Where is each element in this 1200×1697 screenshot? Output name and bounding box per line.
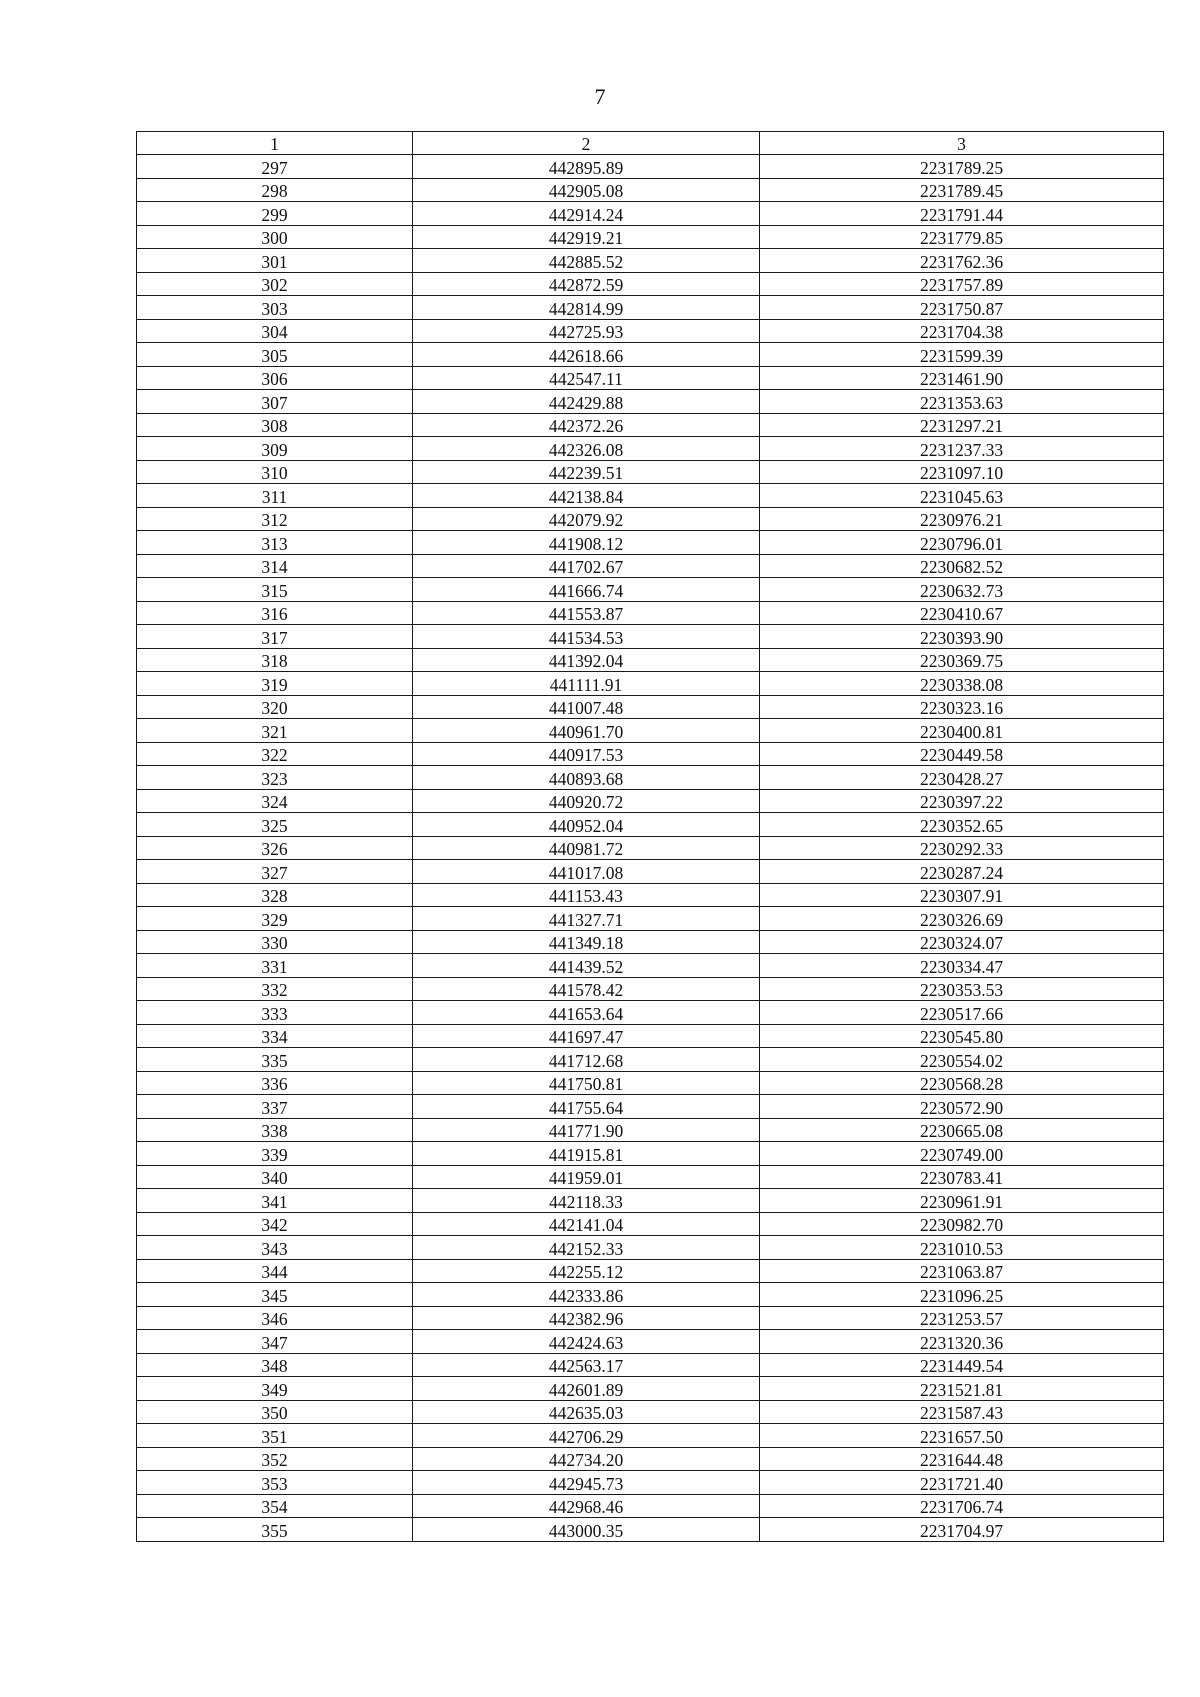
coordinate-y-cell: 2230353.53 (760, 977, 1164, 1001)
coordinate-y-cell: 2231521.81 (760, 1377, 1164, 1401)
coordinate-y-cell: 2231587.43 (760, 1400, 1164, 1424)
coordinate-x-cell: 442914.24 (413, 202, 760, 226)
point-number-cell: 320 (137, 695, 413, 719)
table-row (137, 789, 1164, 813)
coordinate-y-cell: 2231353.63 (760, 390, 1164, 414)
coordinate-x-cell: 442239.51 (413, 460, 760, 484)
coordinate-x-cell: 442138.84 (413, 484, 760, 508)
coordinate-x-cell: 441007.48 (413, 695, 760, 719)
coordinate-y-cell: 2230400.81 (760, 719, 1164, 743)
table-row (137, 907, 1164, 931)
coordinate-y-cell: 2230976.21 (760, 507, 1164, 531)
coordinate-x-cell: 442601.89 (413, 1377, 760, 1401)
point-number-cell: 298 (137, 178, 413, 202)
table-row (137, 390, 1164, 414)
coordinate-x-cell: 442635.03 (413, 1400, 760, 1424)
point-number-cell: 344 (137, 1259, 413, 1283)
coordinate-y-cell: 2231045.63 (760, 484, 1164, 508)
coordinate-y-cell: 2231757.89 (760, 272, 1164, 296)
table-body (137, 155, 1164, 1542)
coordinate-x-cell: 442079.92 (413, 507, 760, 531)
coordinate-x-cell: 440920.72 (413, 789, 760, 813)
table-row (137, 1330, 1164, 1354)
coordinate-y-cell: 2230572.90 (760, 1095, 1164, 1119)
table-row (137, 225, 1164, 249)
point-number-cell: 316 (137, 601, 413, 625)
table-row (137, 319, 1164, 343)
table-row (137, 1353, 1164, 1377)
coordinate-x-cell: 441439.52 (413, 954, 760, 978)
column-header-3: 3 (760, 132, 1164, 155)
point-number-cell: 346 (137, 1306, 413, 1330)
coordinate-x-cell: 442429.88 (413, 390, 760, 414)
coordinate-y-cell: 2230749.00 (760, 1142, 1164, 1166)
coordinate-x-cell: 442618.66 (413, 343, 760, 367)
table-row (137, 695, 1164, 719)
coordinate-y-cell: 2230682.52 (760, 554, 1164, 578)
table-row (137, 1142, 1164, 1166)
coordinate-x-cell: 441771.90 (413, 1118, 760, 1142)
point-number-cell: 342 (137, 1212, 413, 1236)
coordinate-x-cell: 442725.93 (413, 319, 760, 343)
point-number-cell: 343 (137, 1236, 413, 1260)
coordinate-y-cell: 2231762.36 (760, 249, 1164, 273)
coordinate-y-cell: 2231791.44 (760, 202, 1164, 226)
table-row (137, 1471, 1164, 1495)
point-number-cell: 339 (137, 1142, 413, 1166)
coordinate-y-cell: 2230961.91 (760, 1189, 1164, 1213)
coordinate-x-cell: 442141.04 (413, 1212, 760, 1236)
coordinate-y-cell: 2231237.33 (760, 437, 1164, 461)
coordinate-x-cell: 442326.08 (413, 437, 760, 461)
point-number-cell: 335 (137, 1048, 413, 1072)
coordinate-x-cell: 441111.91 (413, 672, 760, 696)
table-row (137, 484, 1164, 508)
point-number-cell: 313 (137, 531, 413, 555)
table-row (137, 1071, 1164, 1095)
coordinate-y-cell: 2230352.65 (760, 813, 1164, 837)
point-number-cell: 308 (137, 413, 413, 437)
table-row (137, 601, 1164, 625)
coordinate-x-cell: 442885.52 (413, 249, 760, 273)
coordinate-y-cell: 2230428.27 (760, 766, 1164, 790)
table-row (137, 460, 1164, 484)
coordinate-x-cell: 442734.20 (413, 1447, 760, 1471)
coordinate-y-cell: 2231721.40 (760, 1471, 1164, 1495)
table-row (137, 1118, 1164, 1142)
coordinate-x-cell: 440981.72 (413, 836, 760, 860)
coordinate-x-cell: 441017.08 (413, 860, 760, 884)
coordinate-x-cell: 440952.04 (413, 813, 760, 837)
table-row (137, 1259, 1164, 1283)
coordinate-y-cell: 2230393.90 (760, 625, 1164, 649)
coordinate-y-cell: 2231704.97 (760, 1518, 1164, 1542)
table-row (137, 1447, 1164, 1471)
coordinate-x-cell: 442152.33 (413, 1236, 760, 1260)
coordinate-y-cell: 2230783.41 (760, 1165, 1164, 1189)
table-row (137, 272, 1164, 296)
table-row (137, 742, 1164, 766)
coordinate-y-cell: 2231657.50 (760, 1424, 1164, 1448)
coordinate-y-cell: 2230334.47 (760, 954, 1164, 978)
coordinate-y-cell: 2231010.53 (760, 1236, 1164, 1260)
coordinate-x-cell: 441153.43 (413, 883, 760, 907)
table-row (137, 155, 1164, 179)
coordinate-y-cell: 2230982.70 (760, 1212, 1164, 1236)
coordinate-y-cell: 2230410.67 (760, 601, 1164, 625)
point-number-cell: 338 (137, 1118, 413, 1142)
point-number-cell: 350 (137, 1400, 413, 1424)
coordinate-x-cell: 441712.68 (413, 1048, 760, 1072)
point-number-cell: 322 (137, 742, 413, 766)
coordinate-x-cell: 441702.67 (413, 554, 760, 578)
table-row (137, 296, 1164, 320)
coordinate-x-cell: 441666.74 (413, 578, 760, 602)
point-number-cell: 310 (137, 460, 413, 484)
coordinate-x-cell: 442372.26 (413, 413, 760, 437)
point-number-cell: 353 (137, 1471, 413, 1495)
table-row (137, 813, 1164, 837)
point-number-cell: 327 (137, 860, 413, 884)
point-number-cell: 348 (137, 1353, 413, 1377)
coordinate-y-cell: 2230554.02 (760, 1048, 1164, 1072)
coordinate-x-cell: 442905.08 (413, 178, 760, 202)
table-row (137, 1306, 1164, 1330)
table-row (137, 1189, 1164, 1213)
coordinate-y-cell: 2230369.75 (760, 648, 1164, 672)
point-number-cell: 324 (137, 789, 413, 813)
table-row (137, 1494, 1164, 1518)
point-number-cell: 305 (137, 343, 413, 367)
table-row (137, 1377, 1164, 1401)
table-row (137, 930, 1164, 954)
coordinate-y-cell: 2231789.45 (760, 178, 1164, 202)
point-number-cell: 337 (137, 1095, 413, 1119)
coordinate-y-cell: 2231644.48 (760, 1447, 1164, 1471)
point-number-cell: 321 (137, 719, 413, 743)
table-row (137, 836, 1164, 860)
coordinate-x-cell: 441578.42 (413, 977, 760, 1001)
coordinate-y-cell: 2230796.01 (760, 531, 1164, 555)
coordinate-x-cell: 441755.64 (413, 1095, 760, 1119)
table-row (137, 1518, 1164, 1542)
coordinate-y-cell: 2231097.10 (760, 460, 1164, 484)
point-number-cell: 309 (137, 437, 413, 461)
coordinate-y-cell: 2231063.87 (760, 1259, 1164, 1283)
coordinates-table (136, 131, 1164, 1542)
point-number-cell: 336 (137, 1071, 413, 1095)
table-row (137, 531, 1164, 555)
table-row (137, 1001, 1164, 1025)
point-number-cell: 355 (137, 1518, 413, 1542)
coordinate-y-cell: 2231253.57 (760, 1306, 1164, 1330)
coordinate-x-cell: 441653.64 (413, 1001, 760, 1025)
table-row (137, 1048, 1164, 1072)
coordinate-y-cell: 2230324.07 (760, 930, 1164, 954)
table-header-row (137, 132, 1164, 155)
point-number-cell: 301 (137, 249, 413, 273)
table-row (137, 507, 1164, 531)
point-number-cell: 334 (137, 1024, 413, 1048)
point-number-cell: 306 (137, 366, 413, 390)
point-number-cell: 302 (137, 272, 413, 296)
coordinate-x-cell: 441392.04 (413, 648, 760, 672)
table-row (137, 672, 1164, 696)
point-number-cell: 303 (137, 296, 413, 320)
point-number-cell: 314 (137, 554, 413, 578)
point-number-cell: 341 (137, 1189, 413, 1213)
coordinate-x-cell: 441697.47 (413, 1024, 760, 1048)
table-row (137, 202, 1164, 226)
point-number-cell: 325 (137, 813, 413, 837)
coordinate-y-cell: 2230449.58 (760, 742, 1164, 766)
coordinate-x-cell: 441915.81 (413, 1142, 760, 1166)
column-header-2: 2 (413, 132, 760, 155)
point-number-cell: 307 (137, 390, 413, 414)
point-number-cell: 352 (137, 1447, 413, 1471)
table-row (137, 178, 1164, 202)
coordinate-y-cell: 2230326.69 (760, 907, 1164, 931)
table-row (137, 343, 1164, 367)
point-number-cell: 345 (137, 1283, 413, 1307)
table-row (137, 1424, 1164, 1448)
point-number-cell: 347 (137, 1330, 413, 1354)
point-number-cell: 330 (137, 930, 413, 954)
coordinate-x-cell: 441349.18 (413, 930, 760, 954)
point-number-cell: 318 (137, 648, 413, 672)
point-number-cell: 297 (137, 155, 413, 179)
point-number-cell: 354 (137, 1494, 413, 1518)
coordinate-x-cell: 440893.68 (413, 766, 760, 790)
point-number-cell: 340 (137, 1165, 413, 1189)
coordinate-x-cell: 440961.70 (413, 719, 760, 743)
coordinate-x-cell: 442333.86 (413, 1283, 760, 1307)
coordinate-x-cell: 441327.71 (413, 907, 760, 931)
table-row (137, 648, 1164, 672)
point-number-cell: 315 (137, 578, 413, 602)
point-number-cell: 351 (137, 1424, 413, 1448)
coordinate-x-cell: 441908.12 (413, 531, 760, 555)
coordinate-x-cell: 441959.01 (413, 1165, 760, 1189)
point-number-cell: 300 (137, 225, 413, 249)
point-number-cell: 311 (137, 484, 413, 508)
coordinate-x-cell: 443000.35 (413, 1518, 760, 1542)
coordinate-x-cell: 442895.89 (413, 155, 760, 179)
table-row (137, 437, 1164, 461)
coordinate-y-cell: 2231599.39 (760, 343, 1164, 367)
point-number-cell: 326 (137, 836, 413, 860)
table-row (137, 883, 1164, 907)
point-number-cell: 349 (137, 1377, 413, 1401)
table-row (137, 1236, 1164, 1260)
coordinate-x-cell: 442872.59 (413, 272, 760, 296)
page-number: 7 (594, 84, 606, 109)
coordinate-x-cell: 442919.21 (413, 225, 760, 249)
point-number-cell: 304 (137, 319, 413, 343)
coordinate-y-cell: 2230287.24 (760, 860, 1164, 884)
table-row (137, 625, 1164, 649)
coordinate-y-cell: 2230632.73 (760, 578, 1164, 602)
coordinate-y-cell: 2230568.28 (760, 1071, 1164, 1095)
coordinate-x-cell: 442382.96 (413, 1306, 760, 1330)
coordinate-x-cell: 441534.53 (413, 625, 760, 649)
point-number-cell: 312 (137, 507, 413, 531)
coordinate-x-cell: 440917.53 (413, 742, 760, 766)
point-number-cell: 319 (137, 672, 413, 696)
coordinate-x-cell: 442814.99 (413, 296, 760, 320)
table-row (137, 1283, 1164, 1307)
coordinate-x-cell: 442118.33 (413, 1189, 760, 1213)
table-row (137, 766, 1164, 790)
table-row (137, 554, 1164, 578)
coordinate-y-cell: 2230338.08 (760, 672, 1164, 696)
point-number-cell: 323 (137, 766, 413, 790)
table-row (137, 1165, 1164, 1189)
coordinate-y-cell: 2230665.08 (760, 1118, 1164, 1142)
table-row (137, 578, 1164, 602)
coordinate-y-cell: 2231779.85 (760, 225, 1164, 249)
coordinate-y-cell: 2231789.25 (760, 155, 1164, 179)
coordinate-y-cell: 2230545.80 (760, 1024, 1164, 1048)
table-row (137, 1024, 1164, 1048)
table-row (137, 1212, 1164, 1236)
coordinate-y-cell: 2231297.21 (760, 413, 1164, 437)
point-number-cell: 332 (137, 977, 413, 1001)
coordinate-x-cell: 441553.87 (413, 601, 760, 625)
table-row (137, 249, 1164, 273)
coordinate-y-cell: 2231096.25 (760, 1283, 1164, 1307)
column-header-1: 1 (137, 132, 413, 155)
coordinate-x-cell: 442945.73 (413, 1471, 760, 1495)
table-row (137, 1400, 1164, 1424)
coordinate-y-cell: 2231449.54 (760, 1353, 1164, 1377)
coordinate-y-cell: 2230397.22 (760, 789, 1164, 813)
coordinate-x-cell: 442706.29 (413, 1424, 760, 1448)
coordinate-x-cell: 442563.17 (413, 1353, 760, 1377)
point-number-cell: 331 (137, 954, 413, 978)
coordinate-y-cell: 2231320.36 (760, 1330, 1164, 1354)
table-row (137, 719, 1164, 743)
coordinate-y-cell: 2230292.33 (760, 836, 1164, 860)
coordinate-x-cell: 442547.11 (413, 366, 760, 390)
table-row (137, 860, 1164, 884)
coordinate-y-cell: 2230323.16 (760, 695, 1164, 719)
coordinate-y-cell: 2230307.91 (760, 883, 1164, 907)
point-number-cell: 299 (137, 202, 413, 226)
point-number-cell: 317 (137, 625, 413, 649)
coordinate-y-cell: 2231461.90 (760, 366, 1164, 390)
point-number-cell: 329 (137, 907, 413, 931)
coordinate-y-cell: 2230517.66 (760, 1001, 1164, 1025)
table-row (137, 977, 1164, 1001)
point-number-cell: 333 (137, 1001, 413, 1025)
coordinate-x-cell: 442968.46 (413, 1494, 760, 1518)
coordinate-x-cell: 441750.81 (413, 1071, 760, 1095)
table-row (137, 1095, 1164, 1119)
coordinate-x-cell: 442255.12 (413, 1259, 760, 1283)
coordinate-y-cell: 2231750.87 (760, 296, 1164, 320)
point-number-cell: 328 (137, 883, 413, 907)
coordinate-x-cell: 442424.63 (413, 1330, 760, 1354)
coordinate-y-cell: 2231704.38 (760, 319, 1164, 343)
coordinate-y-cell: 2231706.74 (760, 1494, 1164, 1518)
table-row (137, 954, 1164, 978)
table-row (137, 366, 1164, 390)
table-row (137, 413, 1164, 437)
